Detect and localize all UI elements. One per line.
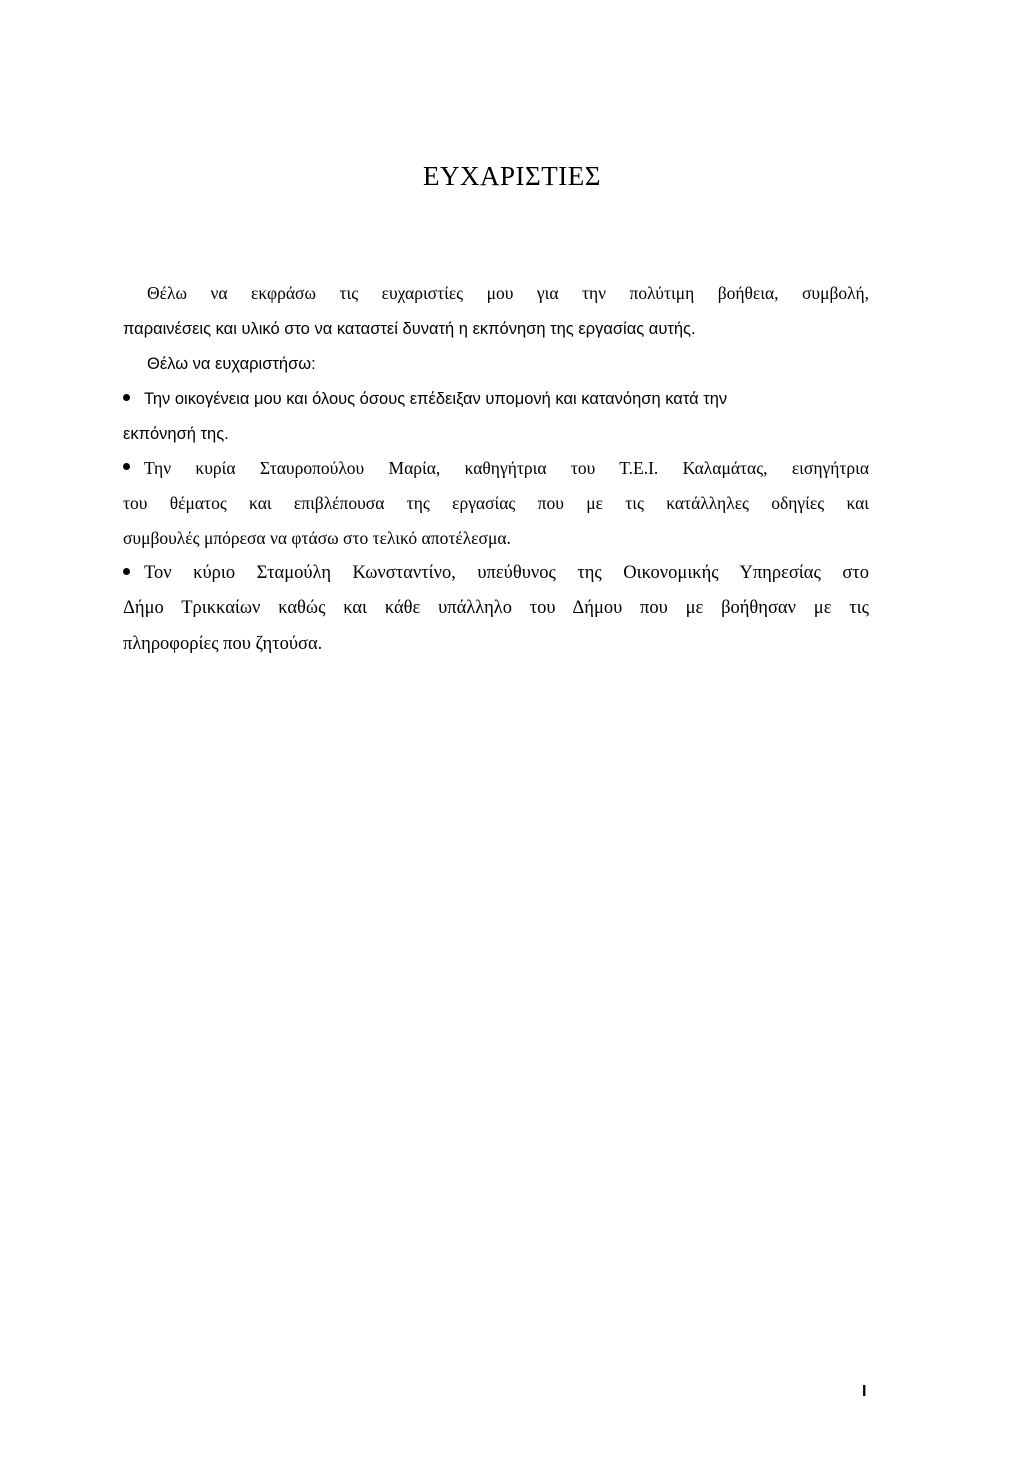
bullet-1-line-2-text: εκπόνησή της. — [123, 425, 229, 443]
acknowledgements-body — [123, 276, 869, 661]
bullet-3-line-3 — [123, 626, 869, 661]
bullet-3-line-2-text: Δήμο Τρικκαίων καθώς και κάθε υπάλληλο του Δήμου που με βοήθησαν με τις — [123, 598, 869, 618]
bullet-3-line-1-text: Τον κύριο Σταμούλη Κωνσταντίνο, υπεύθυνος της Οικονομικής Υπηρεσίας στο — [144, 563, 869, 583]
intro-line-3-text: Θέλω να ευχαριστήσω: — [147, 355, 316, 373]
intro-line-1-text: Θέλω να εκφράσω τις ευχαριστίες μου για την πολύτιμη βοήθεια, συμβολή, — [147, 283, 869, 303]
intro-line-2 — [123, 311, 869, 346]
bullet-1-line-1 — [123, 381, 869, 416]
bullet-3-line-1 — [123, 556, 869, 591]
bullet-dot-icon — [123, 568, 130, 575]
page-number: I — [862, 1383, 867, 1400]
bullet-2-line-3 — [123, 521, 869, 556]
intro-line-2-text: παραινέσεις και υλικό στο να καταστεί δυνατή η εκπόνηση της εργασίας αυτής. — [123, 320, 696, 338]
bullet-1-line-2 — [123, 416, 869, 451]
page-title: ΕΥΧΑΡΙΣΤΙΕΣ — [423, 161, 601, 191]
bullet-dot-icon — [123, 394, 130, 401]
bullet-2-line-2-text: του θέματος και επιβλέπουσα της εργασίας που με τις κατάλληλες οδηγίες και — [123, 493, 869, 513]
bullet-2-line-1-text: Την κυρία Σταυροπούλου Μαρία, καθηγήτρια του Τ.Ε.Ι. Καλαμάτας, εισηγήτρια — [144, 458, 869, 478]
bullet-2-line-2 — [123, 486, 869, 521]
bullet-2-line-3-text: συμβουλές μπόρεσα να φτάσω στο τελικό αποτέλεσμα. — [123, 528, 511, 548]
intro-line-1 — [123, 276, 869, 311]
bullet-dot-icon — [123, 463, 130, 470]
bullet-1-line-1-text: Την οικογένεια μου και όλους όσους επέδειξαν υπομονή και κατανόηση κατά την — [144, 390, 728, 408]
bullet-3-line-3-text: πληροφορίες που ζητούσα. — [123, 634, 323, 654]
intro-line-3 — [123, 346, 869, 381]
bullet-2-line-1 — [123, 451, 869, 486]
bullet-3-line-2 — [123, 591, 869, 626]
